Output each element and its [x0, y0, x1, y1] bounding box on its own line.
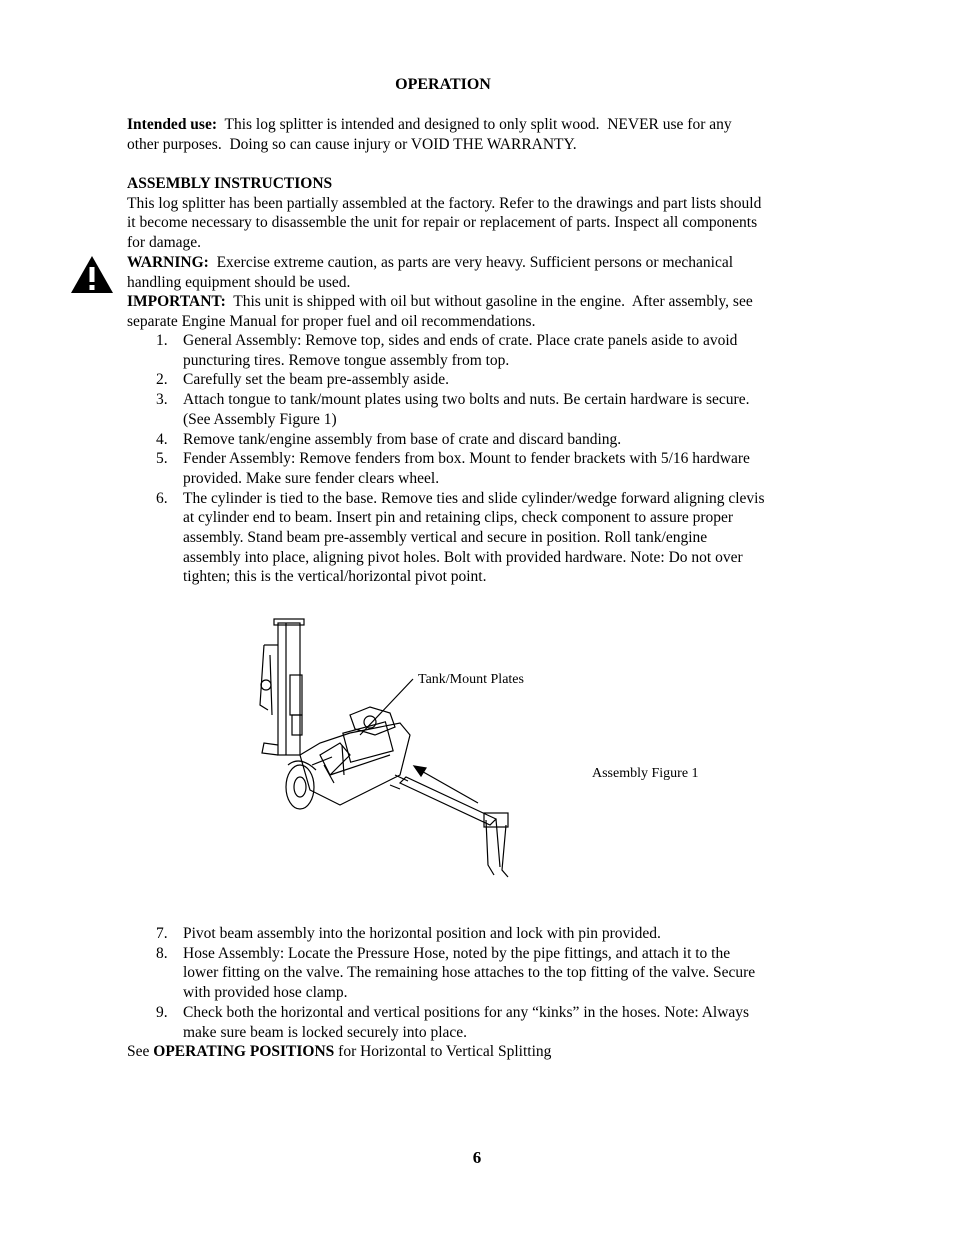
warning-triangle-icon [70, 255, 114, 295]
list-item-text: Remove tank/engine assembly from base of crate and discard banding. [183, 430, 622, 448]
tongue-arrow [414, 766, 478, 803]
important-text: This unit is shipped with oil but without gasoline in the engine. After assembly, see separate Engine Manual for proper fuel and oil recommendations. [127, 293, 757, 330]
operating-positions-ref: OPERATING POSITIONS [153, 1043, 335, 1060]
list-item-text: Carefully set the beam pre-assembly aside. [183, 371, 449, 389]
warning-text: Exercise extreme caution, as parts are very heavy. Sufficient persons or mechanical handling equipment should be used. [127, 253, 737, 291]
list-item [127, 449, 767, 488]
warning-label: WARNING: [127, 253, 209, 271]
page-title: OPERATION [395, 76, 491, 93]
wheel [286, 761, 316, 809]
list-item [127, 390, 767, 429]
warning-paragraph [127, 253, 767, 292]
list-item-text: The cylinder is tied to the base. Remove ties and slide cylinder/wedge forward aligning clevis at cylinder end to beam. Insert pin and retaining clips, check component to assure proper assembly. Stand beam pre-assembly vertical and secure in position. Roll tank/engine assembly into place, aligning pivot holes. Bolt with provided hardware. Note: Do not over tighten; this is the vertical/horizontal pivot point. [183, 489, 765, 586]
list-item-number: 4. [156, 430, 168, 448]
list-item [127, 430, 767, 450]
intended-use-label: Intended use: [127, 116, 218, 133]
list-item-text: Pivot beam assembly into the horizontal position and lock with pin provided. [183, 925, 661, 942]
important-label: IMPORTANT: [127, 293, 226, 311]
list-item [127, 944, 767, 1003]
list-item-number: 3. [156, 391, 168, 409]
vertical-beam [260, 619, 304, 755]
figure-caption: Assembly Figure 1 [592, 766, 699, 781]
list-item [127, 370, 767, 390]
list-item-number: 9. [156, 1003, 168, 1021]
list-item-text: Check both the horizontal and vertical positions for any “kinks” in the hoses. Note: Always make sure beam is locked securely into place. [183, 1003, 750, 1041]
see-suffix: for Horizontal to Vertical Splitting [334, 1043, 552, 1060]
intended-use-paragraph [127, 115, 767, 154]
tongue-assembly [390, 775, 508, 877]
list-item-number: 2. [156, 371, 168, 389]
list-item [127, 924, 767, 944]
list-item [127, 1003, 767, 1042]
see-prefix: See [127, 1043, 154, 1060]
see-operating-positions-line [127, 1042, 767, 1062]
assembly-intro: This log splitter has been partially assembled at the factory. Refer to the drawings and part lists should it become necessary to disassemble the unit for repair or replacement of parts. Inspect all components for damage. [127, 194, 762, 252]
list-item-text: Attach tongue to tank/mount plates using two bolts and nuts. Be certain hardware is secure. (See Assembly Figure 1) [183, 391, 750, 428]
assembly-section [127, 174, 767, 332]
list-item [127, 331, 767, 370]
list-item-text: Hose Assembly: Locate the Pressure Hose, noted by the pipe fittings, and attach it to the lower fitting on the valve. The remaining hose attaches to the top fitting of the valve. Secure with provided hose clamp. [183, 944, 756, 1002]
assembly-heading: ASSEMBLY INSTRUCTIONS [127, 175, 333, 192]
tank-engine-assembly [300, 707, 410, 805]
list-item-number: 6. [156, 489, 168, 507]
list-item-text: Fender Assembly: Remove fenders from box. Mount to fender brackets with 5/16 hardware provided. Make sure fender clears wheel. [183, 450, 750, 487]
important-paragraph [127, 292, 767, 331]
page-number: 6 [472, 1148, 482, 1167]
list-item-number: 1. [156, 332, 168, 349]
intended-use-text: This log splitter is intended and designed to only split wood. NEVER use for any other purposes. Doing so can cause injury or VOID THE WARRANTY. [127, 116, 736, 153]
steps-list-b [127, 924, 767, 1042]
list-item [127, 489, 767, 588]
assembly-figure-drawing [250, 615, 720, 885]
list-item-text: General Assembly: Remove top, sides and ends of crate. Place crate panels aside to avoid puncturing tires. Remove tongue assembly from top. [183, 332, 738, 369]
list-item-number: 7. [156, 925, 168, 942]
list-item-number: 5. [156, 450, 168, 468]
figure-label-tank-mount-plates: Tank/Mount Plates [418, 672, 524, 687]
steps-list-a [127, 331, 767, 587]
list-item-number: 8. [156, 944, 168, 962]
